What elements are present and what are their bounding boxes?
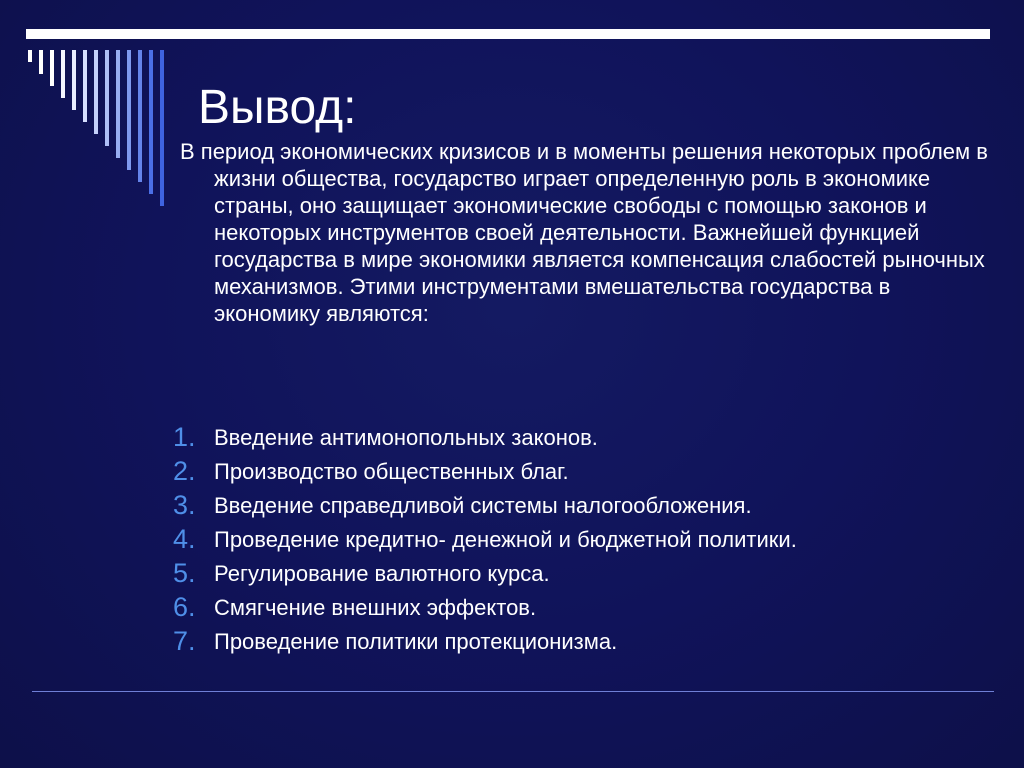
stripe <box>50 50 54 86</box>
list-number: 2. <box>173 456 196 486</box>
stripe <box>72 50 76 110</box>
list-number: 3. <box>173 490 196 520</box>
list-text: Введение справедливой системы налогообложения. <box>214 493 752 518</box>
list-number: 1. <box>173 422 196 452</box>
instruments-list <box>173 424 963 662</box>
list-text: Производство общественных благ. <box>214 459 569 484</box>
list-item <box>173 560 963 587</box>
bottom-divider <box>32 691 994 692</box>
list-item <box>173 526 963 553</box>
list-text: Проведение кредитно- денежной и бюджетной политики. <box>214 527 797 552</box>
stripe <box>83 50 87 122</box>
stripe <box>149 50 153 194</box>
slide-title: Вывод: <box>198 81 357 134</box>
stripe <box>160 50 164 206</box>
stripe <box>116 50 120 158</box>
stripe <box>61 50 65 98</box>
list-text: Смягчение внешних эффектов. <box>214 595 537 620</box>
list-number: 7. <box>173 626 196 656</box>
list-text: Проведение политики протекционизма. <box>214 629 618 654</box>
list-item <box>173 594 963 621</box>
list-item <box>173 492 963 519</box>
list-item <box>173 424 963 451</box>
list-text: Регулирование валютного курса. <box>214 561 550 586</box>
stripe <box>39 50 43 74</box>
list-item <box>173 628 963 655</box>
stripe <box>94 50 98 134</box>
list-number: 6. <box>173 592 196 622</box>
list-number: 4. <box>173 524 196 554</box>
list-text: Введение антимонопольных законов. <box>214 425 598 450</box>
stripe <box>28 50 32 62</box>
stripe <box>105 50 109 146</box>
list-item <box>173 458 963 485</box>
stripe <box>138 50 142 182</box>
list-number: 5. <box>173 558 196 588</box>
stripe <box>127 50 131 170</box>
intro-paragraph: В период экономических кризисов и в моменты решения некоторых проблем в жизни общества, государство играет определенную роль в экономике страны, оно защищает экономические свободы с помощью законов и некоторых инструментов своей деятельности. Важнейшей функцией государства в мире экономики является компенсация слабостей рыночных механизмов. Этими инструментами вмешательства государства в экономику являются: <box>180 139 988 326</box>
decorative-stripes <box>0 0 180 210</box>
